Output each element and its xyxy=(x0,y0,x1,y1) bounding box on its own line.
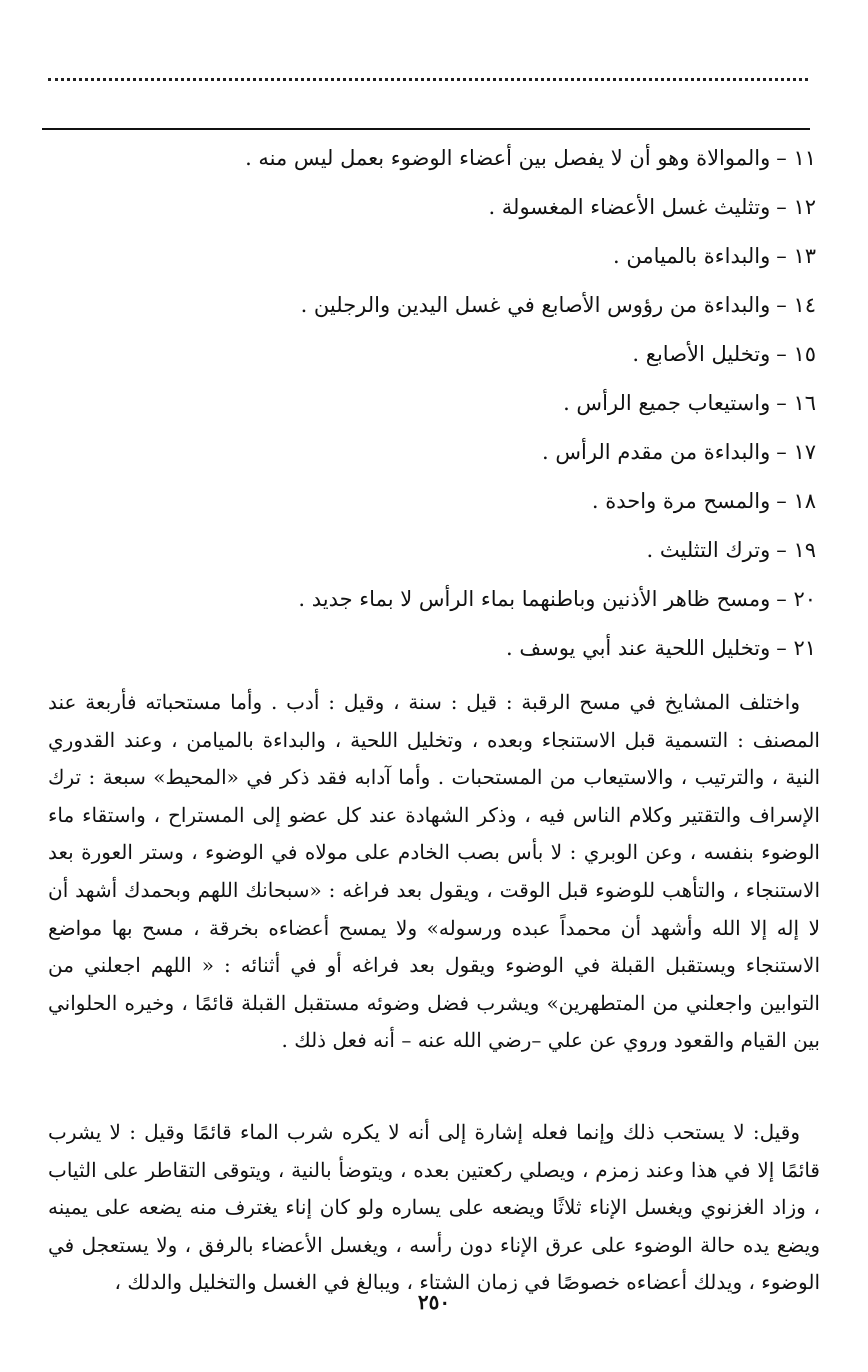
list-text: ومسح ظاهر الأذنين وباطنهما بماء الرأس لا بماء جديد . xyxy=(298,587,771,611)
list-text: وتثليث غسل الأعضاء المغسولة . xyxy=(488,195,771,219)
list-text: واستيعاب جميع الرأس . xyxy=(563,391,771,415)
list-item xyxy=(96,528,816,577)
list-item xyxy=(96,283,816,332)
list-number: ١٨ – xyxy=(776,489,816,513)
list-number: ١٥ – xyxy=(776,342,816,366)
list-text: والمسح مرة واحدة . xyxy=(591,489,771,513)
list-number: ١٣ – xyxy=(776,244,816,268)
list-item xyxy=(96,234,816,283)
list-number: ١٩ – xyxy=(776,538,816,562)
list-text: وترك التثليث . xyxy=(646,538,771,562)
numbered-list xyxy=(96,136,816,675)
list-number: ٢١ – xyxy=(776,636,816,660)
list-item xyxy=(96,381,816,430)
body-paragraph: وقيل: لا يستحب ذلك وإنما فعله إشارة إلى أنه لا يكره شرب الماء قائمًا وقيل : لا يشرب قائمًا إلا في هذا وعند زمزم ، ويصلي ركعتين بعده ، ويتوضأ بالنية ، ويتوقى التقاطر على الثياب ، وزاد الغزنوي ويغسل الإناء ثلاثًا ويضعه على يساره ولو كان إناء يغترف منه يضعه على يمينه ويضع يده حالة الوضوء على عرق الإناء دون رأسه ، ويغسل الأعضاء بالرفق ، ولا يستعجل في الوضوء ، ويدلك أعضاءه خصوصًا في زمان الشتاء ، ويبالغ في الغسل والتخليل والدلك ، xyxy=(48,1120,820,1295)
horizontal-rule xyxy=(42,128,810,130)
list-text: والموالاة وهو أن لا يفصل بين أعضاء الوضوء بعمل ليس منه . xyxy=(245,146,771,170)
list-number: ١١ – xyxy=(776,146,816,170)
body-paragraph: واختلف المشايخ في مسح الرقبة : قيل : سنة ، وقيل : أدب . وأما مستحباته فأربعة عند المصنف : التسمية قبل الاستنجاء وبعده ، وتخليل اللحية ، والبداءة بالميامن ، وعند القدوري النية ، والترتيب ، والاستيعاب من المستحبات . وأما آدابه فقد ذكر في «المحيط» سبعة : ترك الإسراف والتقتير وكلام الناس فيه ، وذكر الشهادة عند كل عضو إلى المستراح ، واستقاء ماء الوضوء بنفسه ، وعن الوبري : لا بأس بصب الخادم على مولاه في الوضوء ، وستر العورة بعد الاستنجاء ، والتأهب للوضوء قبل الوقت ، ويقول بعد فراغه : «سبحانك اللهم وبحمدك أشهد أن لا إله إلا الله وأشهد أن محمداً عبده ورسوله» ولا يمسح أعضاءه بخرقة ، مسح بها مواضع الاستنجاء ويستقبل القبلة في الوضوء ويقول بعد فراغه أو في أثنائه : « اللهم اجعلني من التوابين واجعلني من المتطهرين» ويشرب فضل وضوئه مستقبل القبلة قائمًا ، وخيره الحلواني بين القيام والقعود وروي عن علي –رضي الله عنه – أنه فعل ذلك . xyxy=(48,690,820,1053)
list-text: والبداءة بالميامن . xyxy=(613,244,771,268)
list-text: والبداءة من مقدم الرأس . xyxy=(542,440,771,464)
list-item xyxy=(96,185,816,234)
list-item xyxy=(96,332,816,381)
list-item xyxy=(96,626,816,675)
list-text: وتخليل اللحية عند أبي يوسف . xyxy=(506,636,771,660)
list-number: ١٢ – xyxy=(776,195,816,219)
list-number: ١٤ – xyxy=(776,293,816,317)
list-text: والبداءة من رؤوس الأصابع في غسل اليدين والرجلين . xyxy=(300,293,771,317)
list-item xyxy=(96,136,816,185)
page-number: ٢٥٠ xyxy=(417,1290,451,1314)
list-item xyxy=(96,430,816,479)
list-item xyxy=(96,577,816,626)
list-number: ١٧ – xyxy=(776,440,816,464)
list-number: ٢٠ – xyxy=(776,587,816,611)
dotted-separator xyxy=(48,78,808,81)
list-item xyxy=(96,479,816,528)
list-text: وتخليل الأصابع . xyxy=(632,342,771,366)
list-number: ١٦ – xyxy=(776,391,816,415)
